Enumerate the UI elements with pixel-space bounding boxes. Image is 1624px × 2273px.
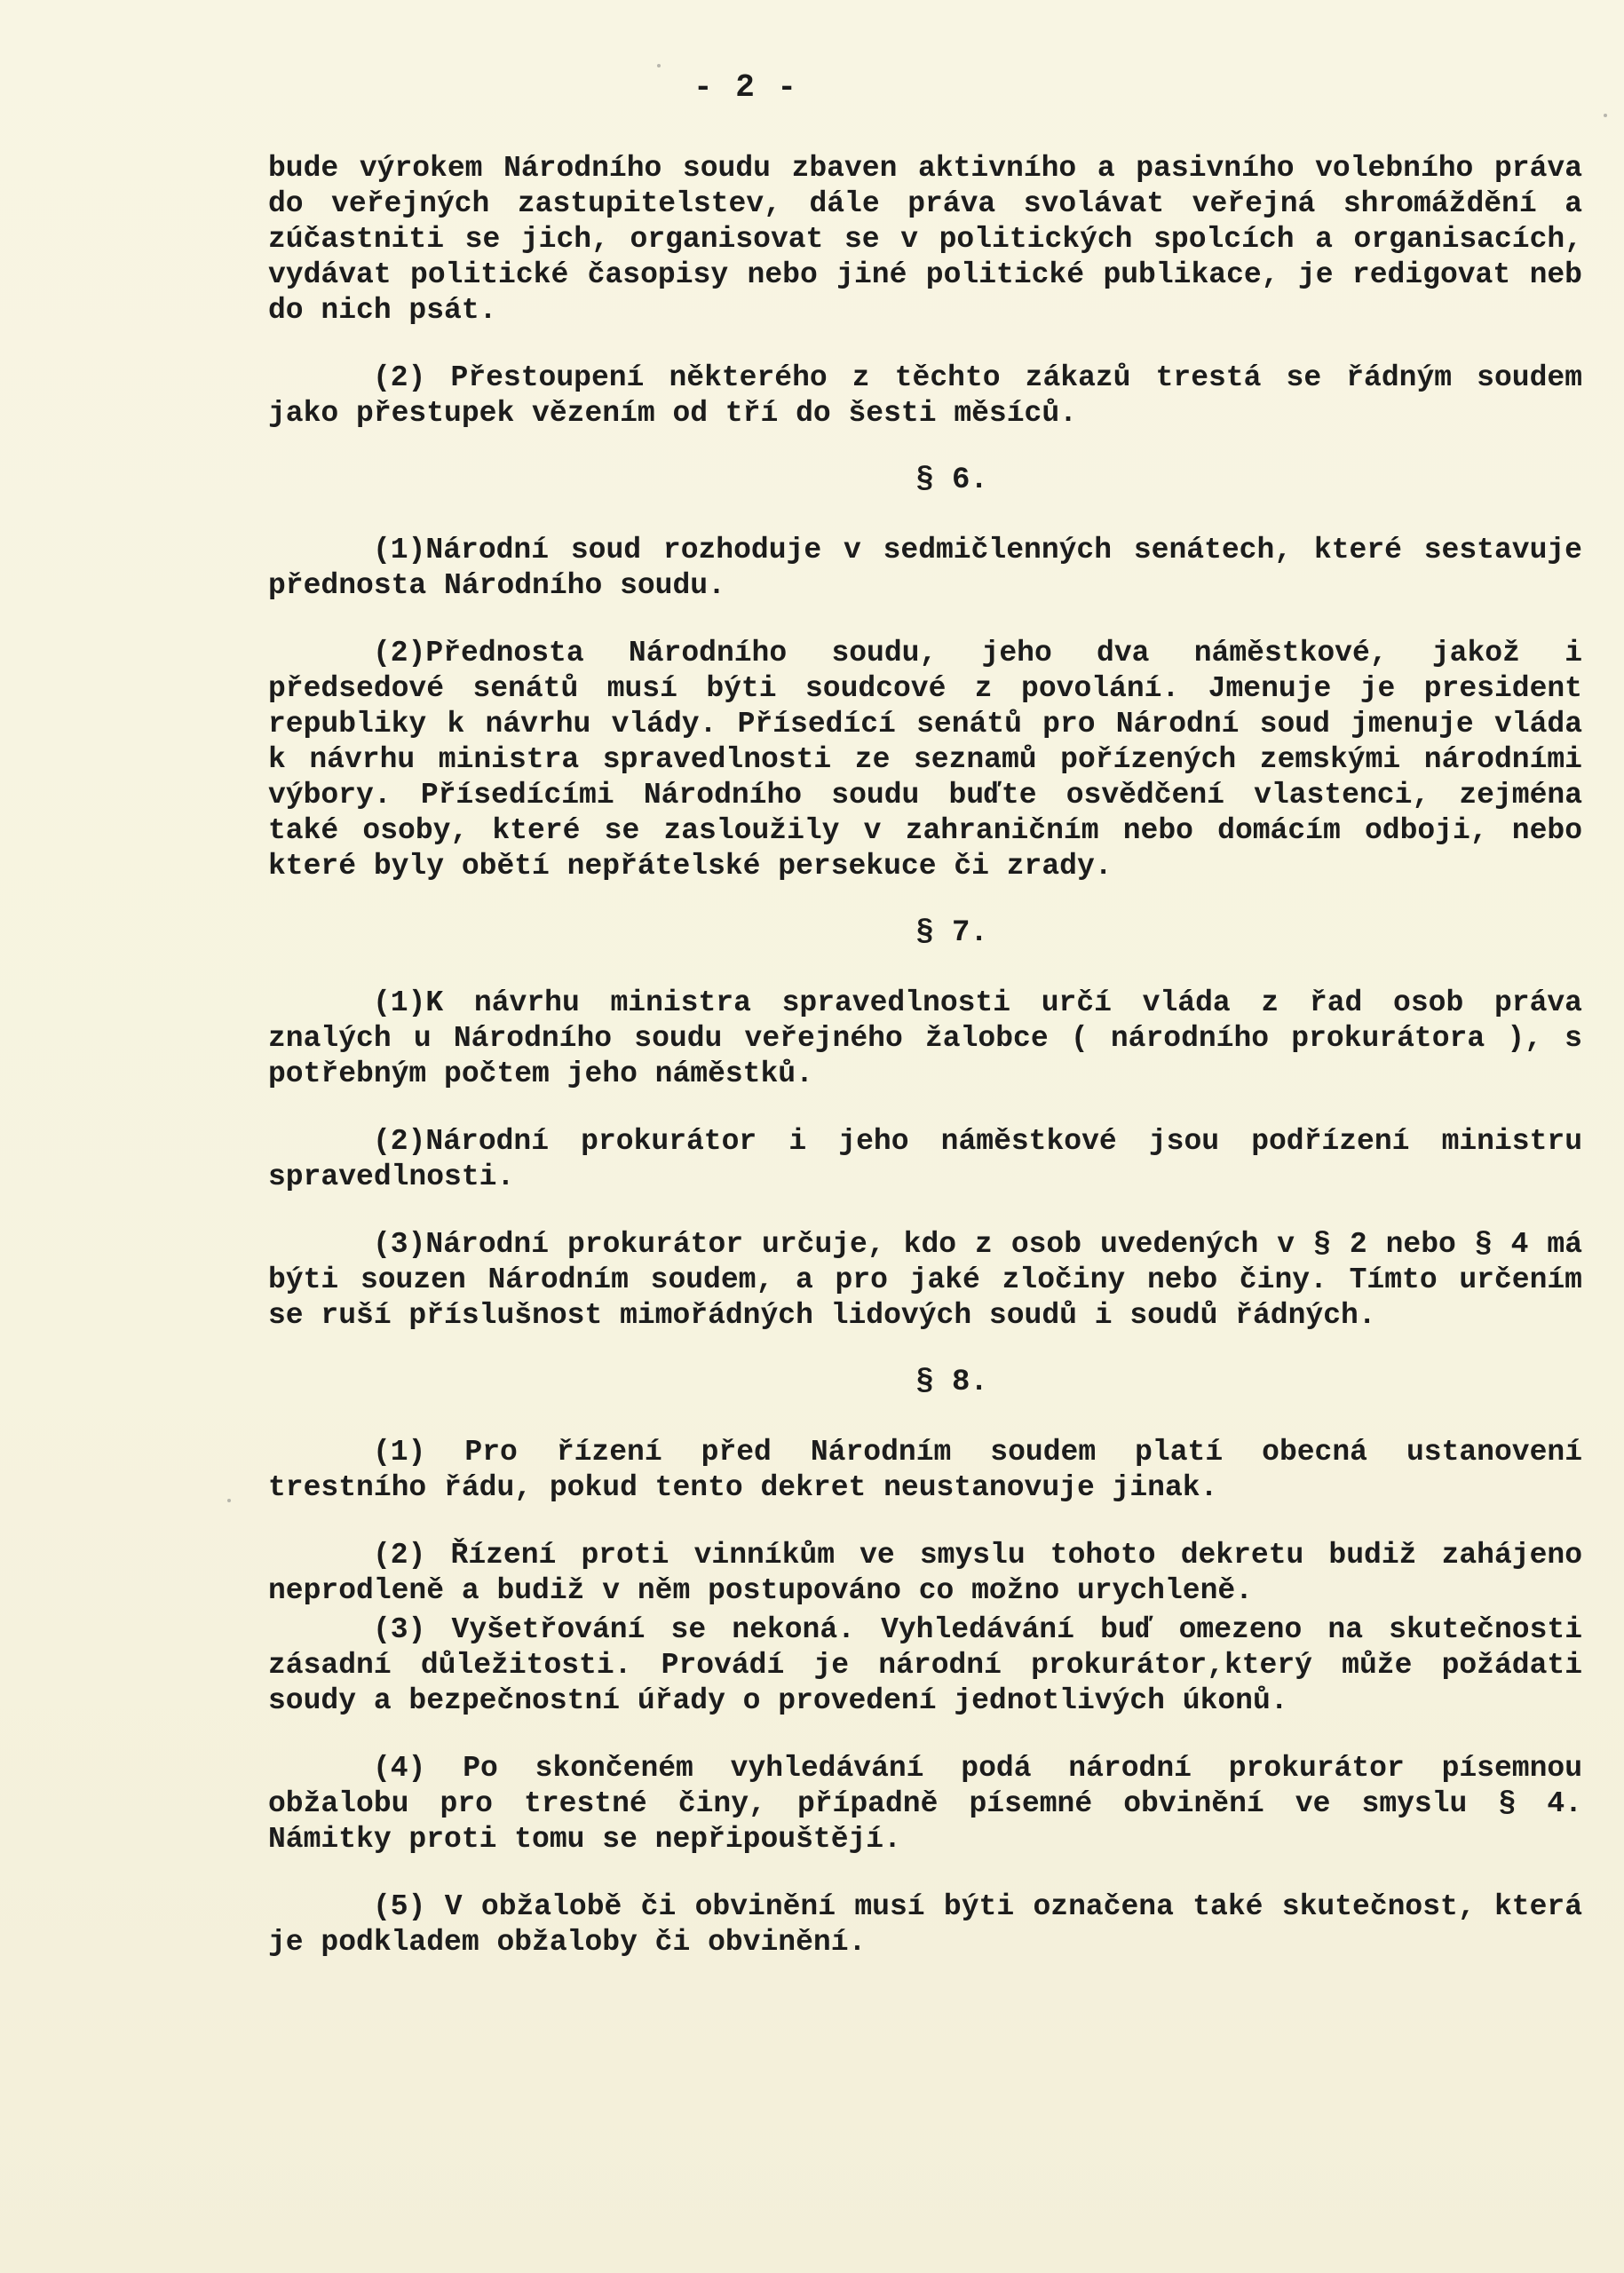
- paper-speck: [1604, 114, 1607, 117]
- section-heading-7: § 7.: [915, 916, 988, 950]
- paper-speck: [227, 1499, 231, 1502]
- document-body: [268, 151, 1582, 1992]
- page-number: - 2 -: [693, 69, 799, 106]
- paper-speck: [657, 64, 661, 67]
- paragraph-8-5: (5) V obžalobě či obvinění musí býti označena také skutečnost, která je podkladem obžaloby či obvinění.: [268, 1890, 1582, 1959]
- section-heading-6: § 6.: [915, 463, 988, 497]
- paragraph-6-1: (1)Národní soud rozhoduje v sedmičlenných senátech, které sestavuje přednosta Národního soudu.: [268, 534, 1582, 602]
- section-heading-8: § 8.: [915, 1366, 988, 1399]
- paragraph-7-1: (1)K návrhu ministra spravedlnosti určí vláda z řad osob práva znalých u Národního soudu veřejného žalobce ( národního prokurátora ), s potřebným počtem jeho náměstků.: [268, 986, 1582, 1090]
- paragraph-6-2: (2)Přednosta Národního soudu, jeho dva náměstkové, jakož i předsedové senátů musí býti soudcové z povolání. Jmenuje je president republiky k návrhu vlády. Přísedící senátů pro Národní soud jmenuje vláda k návrhu ministra spravedlnosti ze seznamů pořízených zemskými národními výbory. Přísedícími Národního soudu buďte osvědčení vlastenci, zejména také osoby, které se zasloužily v zahraničním nebo domácím odboji, nebo které byly obětí nepřátelské persekuce či zrady.: [268, 637, 1582, 883]
- paragraph-5-2: (2) Přestoupení některého z těchto zákazů trestá se řádným soudem jako přestupek vězením od tří do šesti měsíců.: [268, 361, 1582, 430]
- paragraph-8-4: (4) Po skončeném vyhledávání podá národní prokurátor písemnou obžalobu pro trestné činy, případně písemné obvinění ve smyslu § 4. Námitky proti tomu se nepřipouštějí.: [268, 1752, 1582, 1856]
- paragraph-8-2: (2) Řízení proti vinníkům ve smyslu tohoto dekretu budiž zahájeno neprodleně a budiž v něm postupováno co možno urychleně.: [268, 1539, 1582, 1607]
- paragraph-8-1: (1) Pro řízení před Národním soudem platí obecná ustanovení trestního řádu, pokud tento dekret neustanovuje jinak.: [268, 1436, 1582, 1504]
- paragraph-continuation: bude výrokem Národního soudu zbaven aktivního a pasivního volebního práva do veřejných zastupitelstev, dále práva svolávat veřejná shromáždění a zúčastniti se jich, organisovat se v politických spolcích a organisacích, vydávat politické časopisy nebo jiné politické publikace, je redigovat neb do nich psát.: [268, 152, 1582, 327]
- paragraph-7-3: (3)Národní prokurátor určuje, kdo z osob uvedených v § 2 nebo § 4 má býti souzen Národním soudem, a pro jaké zločiny nebo činy. Tímto určením se ruší příslušnost mimořádných lidových soudů i soudů řádných.: [268, 1228, 1582, 1332]
- paragraph-8-3: (3) Vyšetřování se nekoná. Vyhledávání buď omezeno na skutečnosti zásadní důležitosti. Provádí je národní prokurátor,který může požádati soudy a bezpečnostní úřady o provedení jednotlivých úkonů.: [268, 1613, 1582, 1717]
- paragraph-7-2: (2)Národní prokurátor i jeho náměstkové jsou podřízení ministru spravedlnosti.: [268, 1125, 1582, 1193]
